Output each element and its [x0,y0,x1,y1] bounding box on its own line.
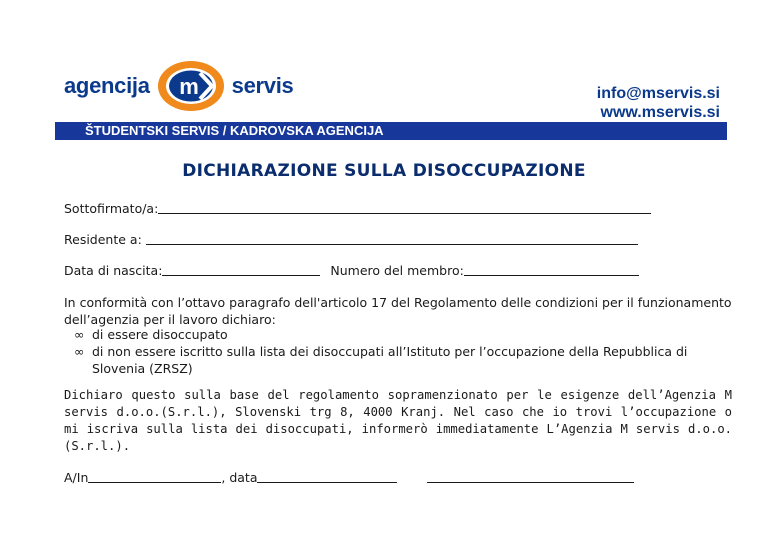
bullet-text: di non essere iscritto sulla lista dei disoccupati all’Istituto per l’occupazione della Repubblica di Slovenia (ZRSZ) [92,344,688,376]
date-blank[interactable] [257,470,397,483]
residente-label: Residente a: [64,232,146,247]
numero-membro-blank[interactable] [464,263,639,276]
residente-blank[interactable] [146,232,638,245]
contact-info [597,84,720,122]
infinity-bullet-icon: ∞ [74,344,85,359]
infinity-bullet-icon: ∞ [74,327,85,342]
sottofirmato-line [64,201,651,216]
place-label: A/In [64,470,89,485]
m-logo-icon [156,59,226,113]
data-nascita-blank[interactable] [162,263,320,276]
declaration-paragraph: Dichiaro questo sulla base del regolamento sopramenzionato per le esigenze dell’Agenzia M servis d.o.o.(S.r.l.), Slovenski trg 8, 4000 Kranj. Nel caso che io trovi l’occupazione o mi iscriva sulla lista dei disoccupati, informerò immediatamente L’Agenzia M servis d.o.o. (S.r.l.). [64,388,732,453]
sottofirmato-blank[interactable] [158,201,651,214]
intro-paragraph: In conformità con l’ottavo paragrafo dell'articolo 17 del Regolamento delle condizioni per il funzionamento dell’agenzia per il lavoro dichiaro: [64,295,732,327]
list-item [74,343,730,377]
logo-text-servis: servis [231,73,294,98]
list-item [74,326,730,343]
logo-mark-letter: m [178,74,199,99]
signature-blank[interactable] [427,470,634,483]
email-text: info@mservis.si [596,85,720,102]
website-text: www.mservis.si [600,104,720,121]
residente-line [64,232,638,247]
page-title: DICHIARAZIONE SULLA DISOCCUPAZIONE [182,161,586,181]
place-blank[interactable] [88,470,221,483]
numero-membro-label: Numero del membro: [330,263,464,278]
data-nascita-label: Data di nascita: [64,263,163,278]
date-label: , data [221,470,258,485]
signature-line [64,470,634,485]
sottofirmato-label: Sottofirmato/a: [64,201,159,216]
bullet-text: di essere disoccupato [92,327,228,342]
company-logo [64,56,293,116]
logo-text-agencija: agencija [64,73,150,98]
nascita-line [64,263,639,278]
header-banner: ŠTUDENTSKI SERVIS / KADROVSKA AGENCIJA [55,122,727,140]
